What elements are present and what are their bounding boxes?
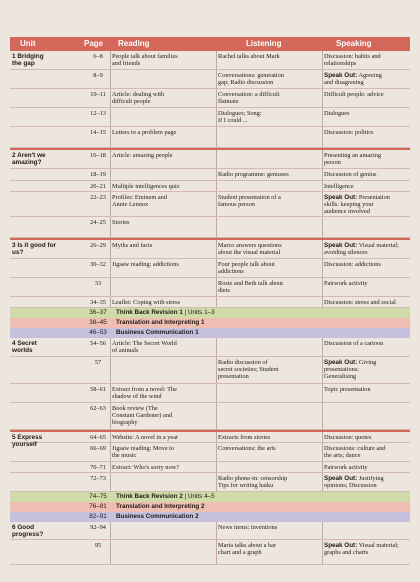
band-title: Translation and Interpreting 2 bbox=[116, 503, 205, 510]
section-band-think bbox=[10, 308, 410, 318]
listening-cell: Radio programme: geniuses bbox=[218, 171, 289, 178]
column-divider bbox=[322, 297, 323, 307]
table-row bbox=[10, 462, 410, 473]
speaking-cell bbox=[324, 129, 420, 136]
listening-cell: Rachel talks about Mark bbox=[218, 53, 280, 60]
page-range: 64–65 bbox=[90, 434, 106, 441]
speaking-cell bbox=[324, 542, 420, 556]
listening-cell: Extracts from stories bbox=[218, 434, 271, 441]
unit-title: 6 Good progress? bbox=[12, 524, 44, 539]
speaking-cell bbox=[324, 242, 420, 256]
page-range: 66–69 bbox=[90, 445, 106, 452]
speaking-text: Visual material; graphs and charts bbox=[324, 542, 399, 557]
table-row bbox=[10, 181, 410, 192]
column-divider bbox=[216, 473, 217, 491]
speak-out-label: Speak Out: bbox=[324, 72, 358, 79]
listening-cell: Rosie and Beth talk about diets bbox=[218, 280, 284, 295]
column-divider bbox=[322, 150, 323, 168]
speaking-cell bbox=[324, 445, 420, 459]
section-band-think bbox=[10, 492, 410, 502]
band-label bbox=[116, 329, 199, 336]
column-divider bbox=[216, 522, 217, 539]
column-divider bbox=[216, 108, 217, 126]
speaking-text: Discussion: politics bbox=[324, 129, 374, 136]
table-row bbox=[10, 443, 410, 462]
page-range: 34–35 bbox=[90, 299, 106, 306]
speaking-text: Discussion: stress and social bbox=[324, 299, 396, 306]
listening-cell: Marco answers questions about the visual material bbox=[218, 242, 282, 257]
section-band-trans bbox=[10, 318, 410, 328]
page-range: 12–13 bbox=[90, 110, 106, 117]
table-row bbox=[10, 278, 410, 297]
band-subtitle: | Units 4–5 bbox=[182, 493, 215, 500]
speaking-text: Difficult people: advice bbox=[324, 91, 384, 98]
page-range: 6–8 bbox=[93, 53, 103, 60]
table-row bbox=[10, 297, 410, 308]
page-range: 10–11 bbox=[90, 91, 106, 98]
table-row bbox=[10, 259, 410, 278]
band-page: 46–53 bbox=[89, 329, 107, 336]
band-page: 74–75 bbox=[89, 493, 107, 500]
band-subtitle: | Units 1–3 bbox=[182, 309, 215, 316]
band-title: Business Communication 1 bbox=[116, 329, 199, 336]
section-band-trans bbox=[10, 502, 410, 512]
speaking-cell bbox=[324, 299, 420, 306]
column-divider bbox=[322, 181, 323, 191]
speaking-cell bbox=[324, 280, 420, 287]
band-title: Think Back Revision 1 bbox=[116, 309, 183, 316]
speaking-cell bbox=[324, 183, 420, 190]
band-label bbox=[116, 309, 215, 316]
speaking-text: Agreeing and disagreeing bbox=[324, 72, 382, 87]
band-title: Business Communication 2 bbox=[116, 513, 199, 520]
reading-cell: Extract: Who's sorry now? bbox=[112, 464, 179, 471]
column-divider bbox=[216, 169, 217, 180]
table-row bbox=[10, 357, 410, 384]
band-page: 82–91 bbox=[89, 513, 107, 520]
speaking-cell bbox=[324, 386, 420, 393]
band-page: 76–81 bbox=[89, 503, 107, 510]
speaking-text: Pairwork activity bbox=[324, 464, 368, 471]
unit-title: 4 Secret worlds bbox=[12, 340, 37, 355]
speaking-text: Presenting an amazing person bbox=[324, 152, 382, 167]
listening-cell: News items: inventions bbox=[218, 524, 278, 531]
speaking-cell bbox=[324, 110, 420, 117]
table-row bbox=[10, 127, 410, 148]
speak-out-label: Speak Out: bbox=[324, 359, 358, 366]
listening-cell: Conversation: a difficult flatmate bbox=[218, 91, 280, 106]
listening-cell: Conversations: the arts bbox=[218, 445, 276, 452]
speaking-text: Discussion of a cartoon bbox=[324, 340, 384, 347]
band-label bbox=[116, 513, 199, 520]
reading-cell: Leaflet: Coping with stress bbox=[112, 299, 181, 306]
speaking-text: Giving presentations: Generalising bbox=[324, 359, 377, 381]
unit-title: 1 Bridging the gap bbox=[12, 53, 44, 68]
band-label bbox=[116, 319, 205, 326]
speaking-text: Justifying opinions; Discussion bbox=[324, 475, 384, 490]
speaking-text: Visual material; avoiding silences bbox=[324, 242, 399, 257]
listening-cell: Radio discussion of secret societies; Student presentation bbox=[218, 359, 279, 381]
speaking-cell bbox=[324, 53, 420, 67]
speaking-text: Discussions: culture and the arts; dance bbox=[324, 445, 386, 460]
page-range: 20–21 bbox=[90, 183, 106, 190]
speaking-cell bbox=[324, 72, 420, 86]
column-divider bbox=[322, 462, 323, 472]
speaking-cell bbox=[324, 475, 420, 489]
reading-cell: Stories bbox=[112, 219, 130, 226]
table-row bbox=[10, 108, 410, 127]
speaking-cell bbox=[324, 171, 420, 178]
header-speaking: Speaking bbox=[336, 39, 372, 48]
speaking-cell bbox=[324, 152, 420, 166]
table-row bbox=[10, 150, 410, 169]
table-row bbox=[10, 169, 410, 181]
speaking-cell bbox=[324, 464, 420, 471]
column-divider bbox=[216, 278, 217, 296]
reading-cell: Jigsaw reading: addictions bbox=[112, 261, 179, 268]
reading-cell: Multiple intelligences quiz bbox=[112, 183, 180, 190]
table-row bbox=[10, 522, 410, 540]
page-range: 57 bbox=[94, 359, 102, 366]
band-page: 38–45 bbox=[89, 319, 107, 326]
page-range: 54–56 bbox=[90, 340, 106, 347]
band-label bbox=[116, 493, 215, 500]
reading-cell: Article: The Secret World of animals bbox=[112, 340, 177, 355]
unit-title: 2 Aren't we amazing? bbox=[12, 152, 46, 167]
column-divider bbox=[216, 540, 217, 564]
page-range: 16–18 bbox=[90, 152, 106, 159]
column-divider bbox=[322, 338, 323, 356]
speaking-text: Presentation skills: keeping your audience involved bbox=[324, 194, 390, 216]
column-divider bbox=[322, 384, 323, 402]
speaking-text: Discussion: addictions bbox=[324, 261, 381, 268]
column-divider bbox=[322, 217, 323, 237]
listening-cell: Maria talks about a bar chart and a graph bbox=[218, 542, 277, 557]
speak-out-label: Speak Out: bbox=[324, 194, 358, 201]
table-row bbox=[10, 240, 410, 259]
speaking-text: Discussion: habits and relationships bbox=[324, 53, 381, 68]
page-range: 24–25 bbox=[90, 219, 106, 226]
reading-cell: Article: amazing people bbox=[112, 152, 173, 159]
column-divider bbox=[322, 403, 323, 429]
speaking-text: Pairwork activity bbox=[324, 280, 368, 287]
table-row bbox=[10, 384, 410, 403]
table-header bbox=[10, 37, 410, 51]
table-row bbox=[10, 540, 410, 565]
column-divider bbox=[322, 127, 323, 147]
column-divider bbox=[216, 357, 217, 383]
header-listening: Listening bbox=[246, 39, 282, 48]
page-range: 30–32 bbox=[90, 261, 106, 268]
reading-cell: Article: dealing with difficult people bbox=[112, 91, 165, 106]
reading-cell: Book review (The Constant Gardener) and biography bbox=[112, 405, 173, 427]
page-range: 8–9 bbox=[93, 72, 103, 79]
table-row bbox=[10, 192, 410, 217]
speaking-text: Discussion of genius bbox=[324, 171, 377, 178]
page-range: 22–23 bbox=[90, 194, 106, 201]
page-range: 33 bbox=[94, 280, 102, 287]
page-range: 70–71 bbox=[90, 464, 106, 471]
listening-cell: Dialogues; Song: If I could ... bbox=[218, 110, 262, 125]
page-range: 62–63 bbox=[90, 405, 106, 412]
table-row bbox=[10, 403, 410, 430]
speaking-cell bbox=[324, 261, 420, 268]
speaking-cell bbox=[324, 359, 420, 381]
header-reading: Reading bbox=[118, 39, 150, 48]
band-page: 36–37 bbox=[89, 309, 107, 316]
contents-table bbox=[10, 37, 410, 565]
header-unit: Unit bbox=[20, 39, 36, 48]
page-range: 95 bbox=[94, 542, 102, 549]
speaking-text: Intelligence bbox=[324, 183, 354, 190]
page-range: 26–29 bbox=[90, 242, 106, 249]
reading-cell: Website: A novel in a year bbox=[112, 434, 179, 441]
table-row bbox=[10, 338, 410, 357]
table-row bbox=[10, 473, 410, 492]
band-title: Translation and Interpreting 1 bbox=[116, 319, 205, 326]
table-body bbox=[10, 51, 410, 565]
page-range: 58–61 bbox=[90, 386, 106, 393]
reading-cell: People talk about families and friends bbox=[112, 53, 178, 68]
table-row bbox=[10, 217, 410, 238]
reading-cell: Profiles: Eminem and Annie Lennox bbox=[112, 194, 167, 209]
speaking-cell bbox=[324, 340, 420, 347]
speaking-text: Discussion: quotes bbox=[324, 434, 372, 441]
unit-title: 3 Is it good for us? bbox=[12, 242, 57, 257]
listening-cell: Four people talk about addictions bbox=[218, 261, 275, 276]
listening-cell: Radio phone-in: censorship Tips for writing haiku bbox=[218, 475, 288, 490]
page-range: 92–94 bbox=[90, 524, 106, 531]
page-range: 72–73 bbox=[90, 475, 106, 482]
table-row bbox=[10, 70, 410, 89]
listening-cell: Conversations: generation gap; Radio discussion bbox=[218, 72, 284, 87]
speaking-text: Topic presentation bbox=[324, 386, 371, 393]
header-page: Page bbox=[84, 39, 104, 48]
speak-out-label: Speak Out: bbox=[324, 475, 358, 482]
section-band-bc bbox=[10, 512, 410, 522]
section-band-bc bbox=[10, 328, 410, 338]
table-row bbox=[10, 89, 410, 108]
speak-out-label: Speak Out: bbox=[324, 542, 358, 549]
speak-out-label: Speak Out: bbox=[324, 242, 358, 249]
speaking-cell bbox=[324, 91, 420, 98]
band-title: Think Back Revision 2 bbox=[116, 493, 183, 500]
unit-title: 5 Express yourself bbox=[12, 434, 43, 449]
speaking-text: Dialogues bbox=[324, 110, 350, 117]
reading-cell: Letters to a problem page bbox=[112, 129, 177, 136]
speaking-cell bbox=[324, 434, 420, 441]
table-row bbox=[10, 51, 410, 70]
band-label bbox=[116, 503, 205, 510]
column-divider bbox=[216, 70, 217, 88]
page-range: 18–19 bbox=[90, 171, 106, 178]
reading-cell: Myths and facts bbox=[112, 242, 153, 249]
reading-cell: Jigsaw reading: Move to the music bbox=[112, 445, 175, 460]
page-range: 14–15 bbox=[90, 129, 106, 136]
speaking-cell bbox=[324, 194, 420, 216]
listening-cell: Student presentation of a famous person bbox=[218, 194, 281, 209]
reading-cell: Extract from a novel: The shadow of the wind bbox=[112, 386, 177, 401]
